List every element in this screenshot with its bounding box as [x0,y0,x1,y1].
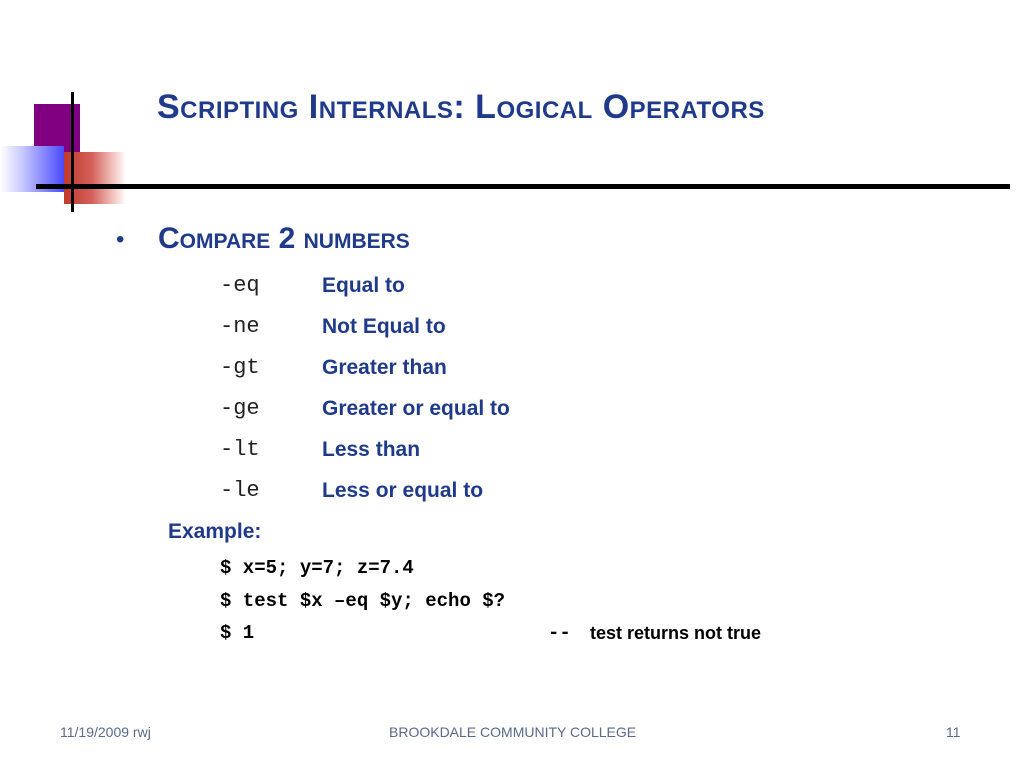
code-line: $ 1 [220,622,255,644]
footer-organization: BROOKDALE COMMUNITY COLLEGE [389,724,637,740]
title-divider-line [36,184,1010,189]
operator-description: Equal to [322,274,405,297]
bullet-dot-icon: • [116,226,125,253]
operator-description: Greater or equal to [322,397,510,420]
slide-title: Scripting Internals: Logical Operators [157,88,765,126]
operator-description: Less or equal to [322,479,484,502]
operator-description: Not Equal to [322,315,446,338]
decor-vertical-line [71,92,74,212]
operator-description: Less than [322,438,421,461]
bullet-text: Compare 2 numbers [158,222,410,255]
operator-description: Greater than [322,356,447,379]
operator-code: -gt [220,355,260,380]
code-line: $ x=5; y=7; z=7.4 [220,557,414,579]
operator-code: -lt [220,437,260,462]
operator-code: -ge [220,396,260,421]
footer-date: 11/19/2009 rwj [60,724,151,740]
code-comment: test returns not true [590,623,762,643]
operator-code: -eq [220,273,260,298]
operator-code: -ne [220,314,260,339]
code-line: $ test $x –eq $y; echo $? [220,590,506,612]
example-label: Example: [168,520,262,543]
code-comment-marker: -- [548,622,571,644]
operator-code: -le [220,478,260,503]
slide-number: 11 [946,724,961,740]
